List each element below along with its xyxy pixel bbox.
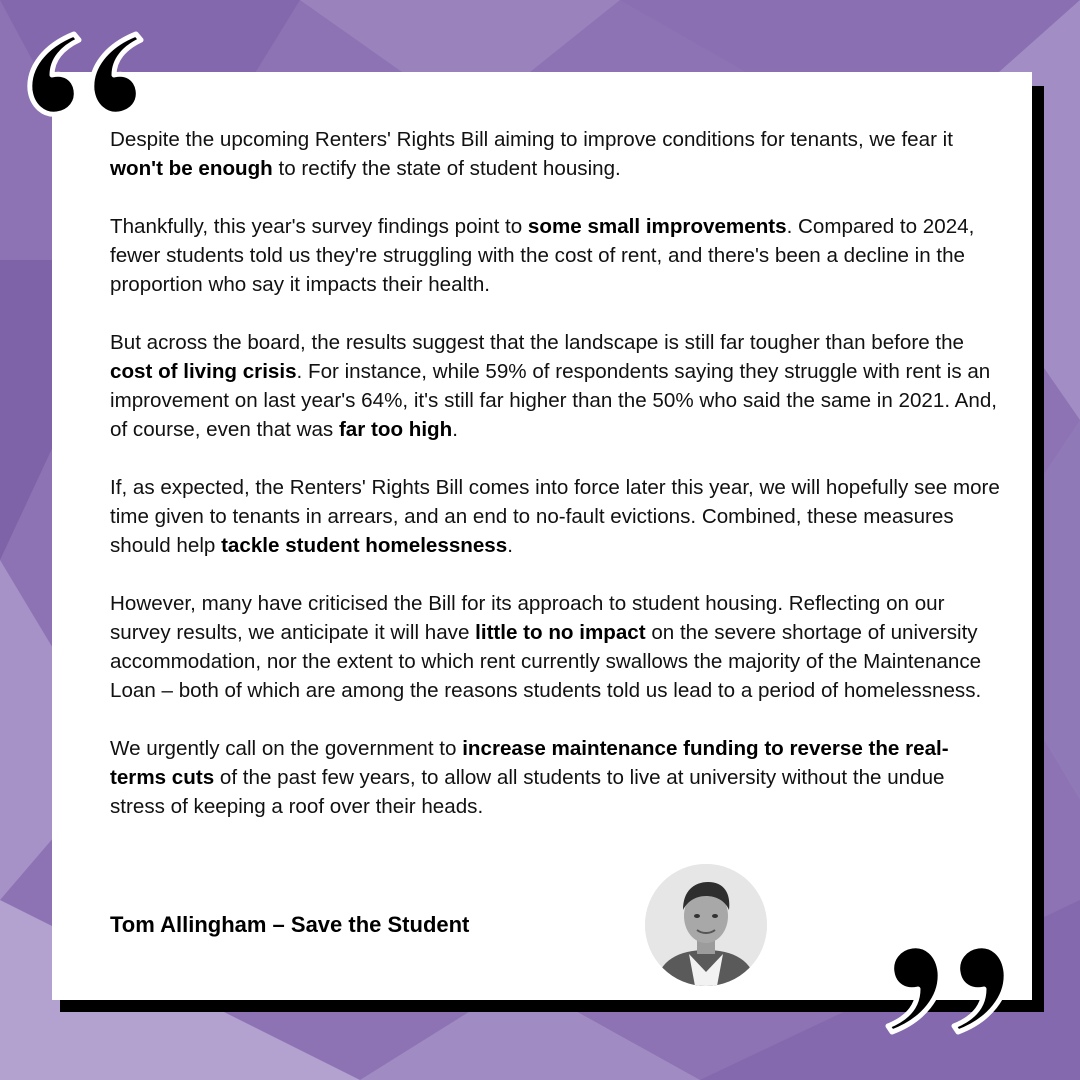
- emphasis-text: little to no impact: [475, 621, 646, 644]
- body-text: on the severe shortage of university accommodation, nor the extent to which rent currently swallows the majority of the Maintenance Loan – both of which are among the reasons students told us lead to a period of homelessness.: [110, 621, 982, 702]
- quote-paragraph: [110, 212, 1000, 299]
- body-text: . For instance, while 59% of respondents saying they struggle with rent is an improvement on last year's 64%, it's still far higher than the 50% who said the same in 2021. And, of course, even that was: [110, 360, 998, 441]
- body-text: of the past few years, to allow all students to live at university without the undue stress of keeping a roof over their heads.: [110, 766, 945, 818]
- person-photo-avatar: [645, 864, 767, 986]
- quote-paragraph: [110, 328, 1000, 444]
- quote-paragraph: [110, 589, 1000, 705]
- body-text: Despite the upcoming Renters' Rights Bill aiming to improve conditions for tenants, we fear it: [110, 128, 953, 151]
- emphasis-text: some small improvements: [527, 215, 787, 238]
- body-text: However, many have criticised the Bill for its approach to student housing. Reflecting on our survey results, we anticipate it will have: [110, 592, 945, 644]
- emphasis-text: won't be enough: [110, 157, 273, 180]
- body-text: But across the board, the results suggest that the landscape is still far tougher than before the: [110, 331, 965, 354]
- body-text: If, as expected, the Renters' Rights Bill comes into force later this year, we will hopefully see more time given to tenants in arrears, and an end to no-fault evictions. Combined, these measures should help: [110, 476, 1000, 557]
- signature: Tom Allingham – Save the Student: [110, 912, 470, 937]
- body-text: . Compared to 2024, fewer students told us they're struggling with the cost of rent, and there's been a decline in the proportion who say it impacts their health.: [110, 215, 975, 296]
- emphasis-text: tackle student homelessness: [221, 534, 508, 557]
- emphasis-text: cost of living crisis: [110, 360, 297, 383]
- quote-paragraph: [110, 734, 1000, 821]
- quote-paragraph: [110, 125, 1000, 183]
- emphasis-text: far too high: [338, 418, 453, 441]
- body-text: Thankfully, this year's survey findings point to: [110, 215, 528, 238]
- body-text: .: [452, 418, 458, 441]
- body-text: to rectify the state of student housing.: [272, 157, 621, 180]
- quote-paragraph: [110, 473, 1000, 560]
- body-text: We urgently call on the government to: [110, 737, 463, 760]
- body-text: .: [507, 534, 513, 557]
- open-quote-icon: [22, 26, 146, 120]
- quote-body: [110, 125, 1000, 850]
- close-quote-icon: [884, 936, 1018, 1040]
- emphasis-text: increase maintenance funding to reverse the real-terms cuts: [110, 737, 949, 789]
